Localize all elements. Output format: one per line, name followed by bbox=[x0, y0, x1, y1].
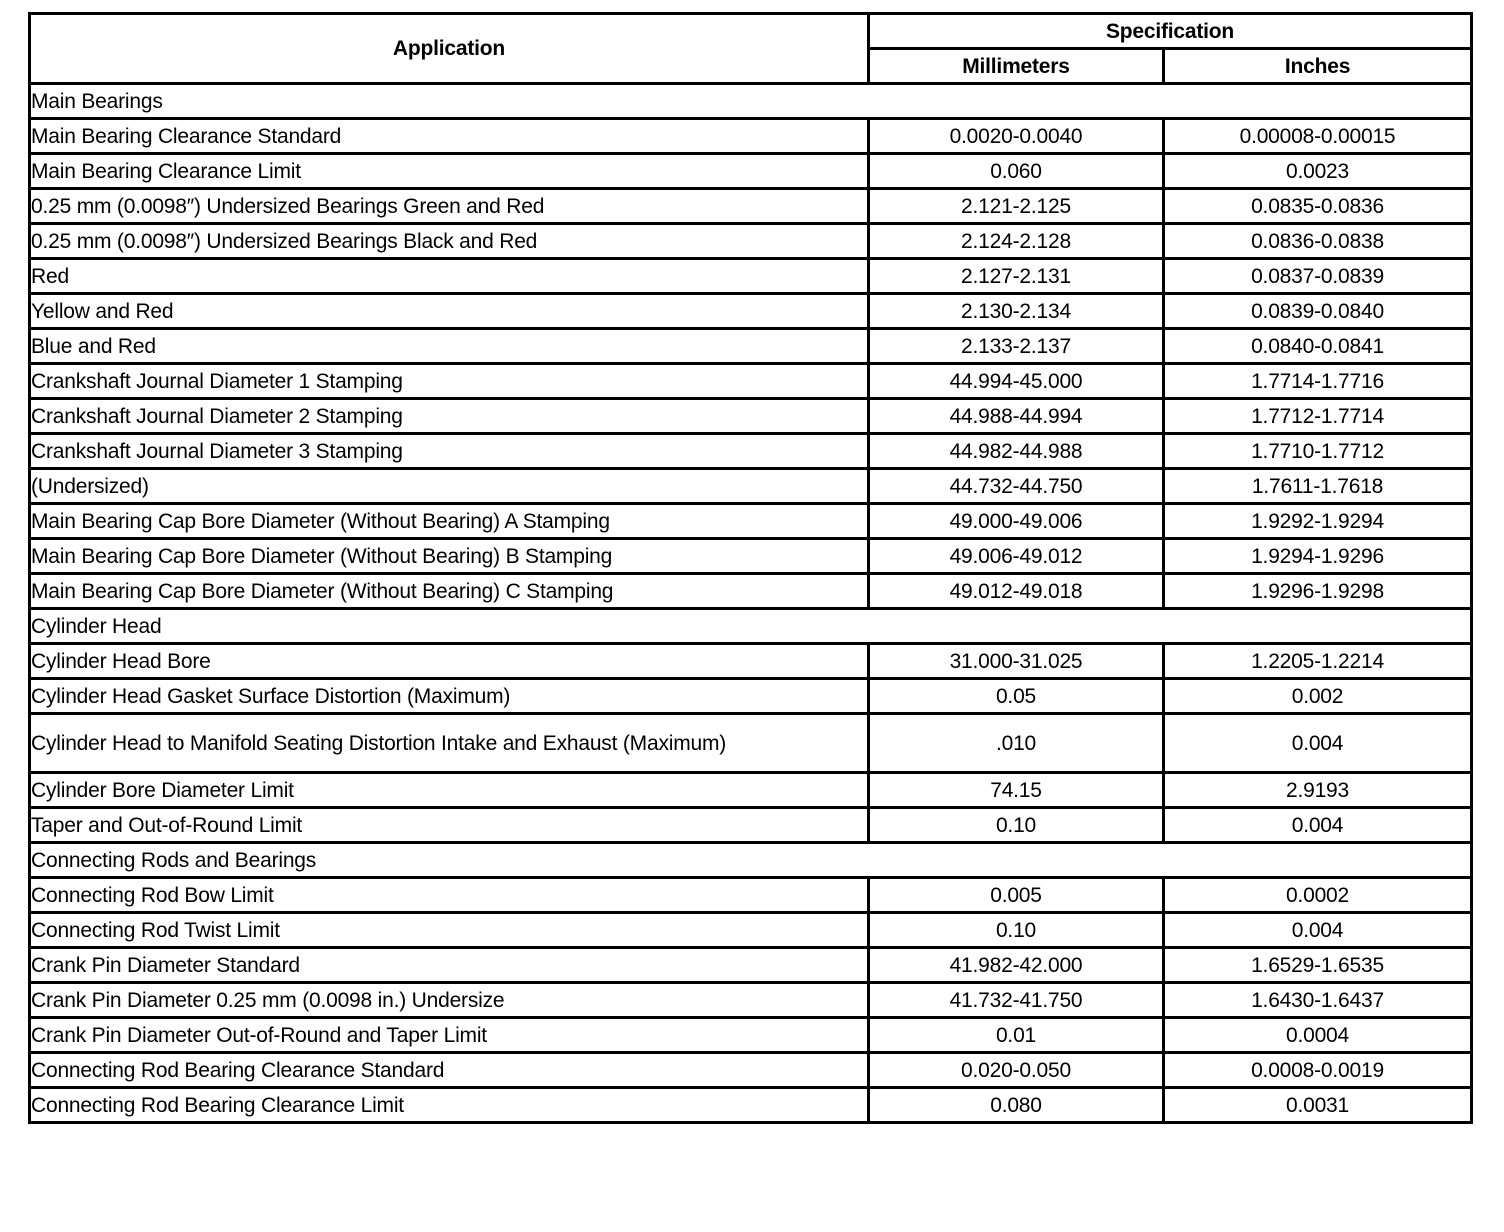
section-row bbox=[30, 609, 1472, 644]
millimeters-cell: 0.01 bbox=[869, 1018, 1164, 1053]
application-cell: 0.25 mm (0.0098″) Undersized Bearings Green and Red bbox=[30, 189, 869, 224]
inches-cell: 0.0835-0.0836 bbox=[1164, 189, 1472, 224]
millimeters-cell: 0.020-0.050 bbox=[869, 1053, 1164, 1088]
millimeters-cell: 44.988-44.994 bbox=[869, 399, 1164, 434]
inches-cell: 0.0837-0.0839 bbox=[1164, 259, 1472, 294]
column-header-inches: Inches bbox=[1164, 49, 1472, 84]
inches-cell: 1.7712-1.7714 bbox=[1164, 399, 1472, 434]
column-header-millimeters: Millimeters bbox=[869, 49, 1164, 84]
table-row bbox=[30, 329, 1472, 364]
millimeters-cell: 0.080 bbox=[869, 1088, 1164, 1123]
application-cell: Cylinder Head to Manifold Seating Distortion Intake and Exhaust (Maximum) bbox=[30, 714, 869, 773]
application-cell: Main Bearing Clearance Standard bbox=[30, 119, 869, 154]
application-cell: Connecting Rod Bow Limit bbox=[30, 878, 869, 913]
millimeters-cell: 41.732-41.750 bbox=[869, 983, 1164, 1018]
inches-cell: 0.0031 bbox=[1164, 1088, 1472, 1123]
millimeters-cell: 44.982-44.988 bbox=[869, 434, 1164, 469]
table-row bbox=[30, 189, 1472, 224]
table-row bbox=[30, 773, 1472, 808]
table-row bbox=[30, 1088, 1472, 1123]
inches-cell: 1.9296-1.9298 bbox=[1164, 574, 1472, 609]
table-row bbox=[30, 913, 1472, 948]
table-row bbox=[30, 1018, 1472, 1053]
application-cell: Crank Pin Diameter Out-of-Round and Taper Limit bbox=[30, 1018, 869, 1053]
millimeters-cell: 0.060 bbox=[869, 154, 1164, 189]
millimeters-cell: 0.10 bbox=[869, 913, 1164, 948]
table-row bbox=[30, 574, 1472, 609]
table-row bbox=[30, 714, 1472, 773]
table-row bbox=[30, 294, 1472, 329]
table-row bbox=[30, 119, 1472, 154]
application-cell: Crank Pin Diameter 0.25 mm (0.0098 in.) Undersize bbox=[30, 983, 869, 1018]
column-header-specification: Specification bbox=[869, 14, 1472, 49]
inches-cell: 0.004 bbox=[1164, 714, 1472, 773]
inches-cell: 1.6430-1.6437 bbox=[1164, 983, 1472, 1018]
section-title: Connecting Rods and Bearings bbox=[30, 843, 1472, 878]
millimeters-cell: 31.000-31.025 bbox=[869, 644, 1164, 679]
millimeters-cell: 49.012-49.018 bbox=[869, 574, 1164, 609]
millimeters-cell: 2.124-2.128 bbox=[869, 224, 1164, 259]
application-cell: Taper and Out-of-Round Limit bbox=[30, 808, 869, 843]
millimeters-cell: 44.732-44.750 bbox=[869, 469, 1164, 504]
application-cell: Cylinder Head Gasket Surface Distortion (Maximum) bbox=[30, 679, 869, 714]
millimeters-cell: 49.000-49.006 bbox=[869, 504, 1164, 539]
inches-cell: 0.0002 bbox=[1164, 878, 1472, 913]
millimeters-cell: 49.006-49.012 bbox=[869, 539, 1164, 574]
table-row bbox=[30, 948, 1472, 983]
table-header bbox=[30, 14, 1472, 84]
section-row bbox=[30, 843, 1472, 878]
inches-cell: 0.0840-0.0841 bbox=[1164, 329, 1472, 364]
table-row bbox=[30, 983, 1472, 1018]
inches-cell: 1.9294-1.9296 bbox=[1164, 539, 1472, 574]
table-row bbox=[30, 539, 1472, 574]
inches-cell: 1.7710-1.7712 bbox=[1164, 434, 1472, 469]
application-cell: Crankshaft Journal Diameter 3 Stamping bbox=[30, 434, 869, 469]
table-row bbox=[30, 1053, 1472, 1088]
millimeters-cell: 2.121-2.125 bbox=[869, 189, 1164, 224]
table-row bbox=[30, 259, 1472, 294]
inches-cell: 2.9193 bbox=[1164, 773, 1472, 808]
section-row bbox=[30, 84, 1472, 119]
application-cell: Main Bearing Cap Bore Diameter (Without Bearing) C Stamping bbox=[30, 574, 869, 609]
millimeters-cell: 2.127-2.131 bbox=[869, 259, 1164, 294]
inches-cell: 1.9292-1.9294 bbox=[1164, 504, 1472, 539]
inches-cell: 0.0839-0.0840 bbox=[1164, 294, 1472, 329]
application-cell: Crank Pin Diameter Standard bbox=[30, 948, 869, 983]
application-cell: Connecting Rod Bearing Clearance Limit bbox=[30, 1088, 869, 1123]
inches-cell: 0.00008-0.00015 bbox=[1164, 119, 1472, 154]
column-header-application: Application bbox=[30, 14, 869, 84]
millimeters-cell: 0.0020-0.0040 bbox=[869, 119, 1164, 154]
table-row bbox=[30, 504, 1472, 539]
millimeters-cell: 44.994-45.000 bbox=[869, 364, 1164, 399]
table-row bbox=[30, 644, 1472, 679]
millimeters-cell: 41.982-42.000 bbox=[869, 948, 1164, 983]
application-cell: Cylinder Head Bore bbox=[30, 644, 869, 679]
table-row bbox=[30, 364, 1472, 399]
application-cell: Connecting Rod Twist Limit bbox=[30, 913, 869, 948]
millimeters-cell: 2.130-2.134 bbox=[869, 294, 1164, 329]
application-cell: Crankshaft Journal Diameter 2 Stamping bbox=[30, 399, 869, 434]
section-title: Main Bearings bbox=[30, 84, 1472, 119]
section-title: Cylinder Head bbox=[30, 609, 1472, 644]
millimeters-cell: 74.15 bbox=[869, 773, 1164, 808]
table-row bbox=[30, 808, 1472, 843]
application-cell: Main Bearing Clearance Limit bbox=[30, 154, 869, 189]
application-cell: 0.25 mm (0.0098″) Undersized Bearings Black and Red bbox=[30, 224, 869, 259]
inches-cell: 0.0008-0.0019 bbox=[1164, 1053, 1472, 1088]
millimeters-cell: .010 bbox=[869, 714, 1164, 773]
application-cell: Yellow and Red bbox=[30, 294, 869, 329]
table-row bbox=[30, 154, 1472, 189]
application-cell: Red bbox=[30, 259, 869, 294]
table-row bbox=[30, 399, 1472, 434]
application-cell: (Undersized) bbox=[30, 469, 869, 504]
table-row bbox=[30, 679, 1472, 714]
table-body bbox=[30, 84, 1472, 1123]
table-row bbox=[30, 434, 1472, 469]
application-cell: Main Bearing Cap Bore Diameter (Without Bearing) B Stamping bbox=[30, 539, 869, 574]
table-row bbox=[30, 224, 1472, 259]
inches-cell: 0.0004 bbox=[1164, 1018, 1472, 1053]
inches-cell: 0.004 bbox=[1164, 913, 1472, 948]
inches-cell: 1.7611-1.7618 bbox=[1164, 469, 1472, 504]
specification-table bbox=[28, 12, 1473, 1124]
application-cell: Crankshaft Journal Diameter 1 Stamping bbox=[30, 364, 869, 399]
inches-cell: 0.004 bbox=[1164, 808, 1472, 843]
millimeters-cell: 0.10 bbox=[869, 808, 1164, 843]
inches-cell: 0.0023 bbox=[1164, 154, 1472, 189]
millimeters-cell: 2.133-2.137 bbox=[869, 329, 1164, 364]
inches-cell: 0.0836-0.0838 bbox=[1164, 224, 1472, 259]
inches-cell: 1.6529-1.6535 bbox=[1164, 948, 1472, 983]
inches-cell: 0.002 bbox=[1164, 679, 1472, 714]
table-row bbox=[30, 469, 1472, 504]
inches-cell: 1.2205-1.2214 bbox=[1164, 644, 1472, 679]
table-row bbox=[30, 878, 1472, 913]
application-cell: Connecting Rod Bearing Clearance Standard bbox=[30, 1053, 869, 1088]
millimeters-cell: 0.05 bbox=[869, 679, 1164, 714]
application-cell: Main Bearing Cap Bore Diameter (Without Bearing) A Stamping bbox=[30, 504, 869, 539]
application-cell: Cylinder Bore Diameter Limit bbox=[30, 773, 869, 808]
inches-cell: 1.7714-1.7716 bbox=[1164, 364, 1472, 399]
millimeters-cell: 0.005 bbox=[869, 878, 1164, 913]
application-cell: Blue and Red bbox=[30, 329, 869, 364]
